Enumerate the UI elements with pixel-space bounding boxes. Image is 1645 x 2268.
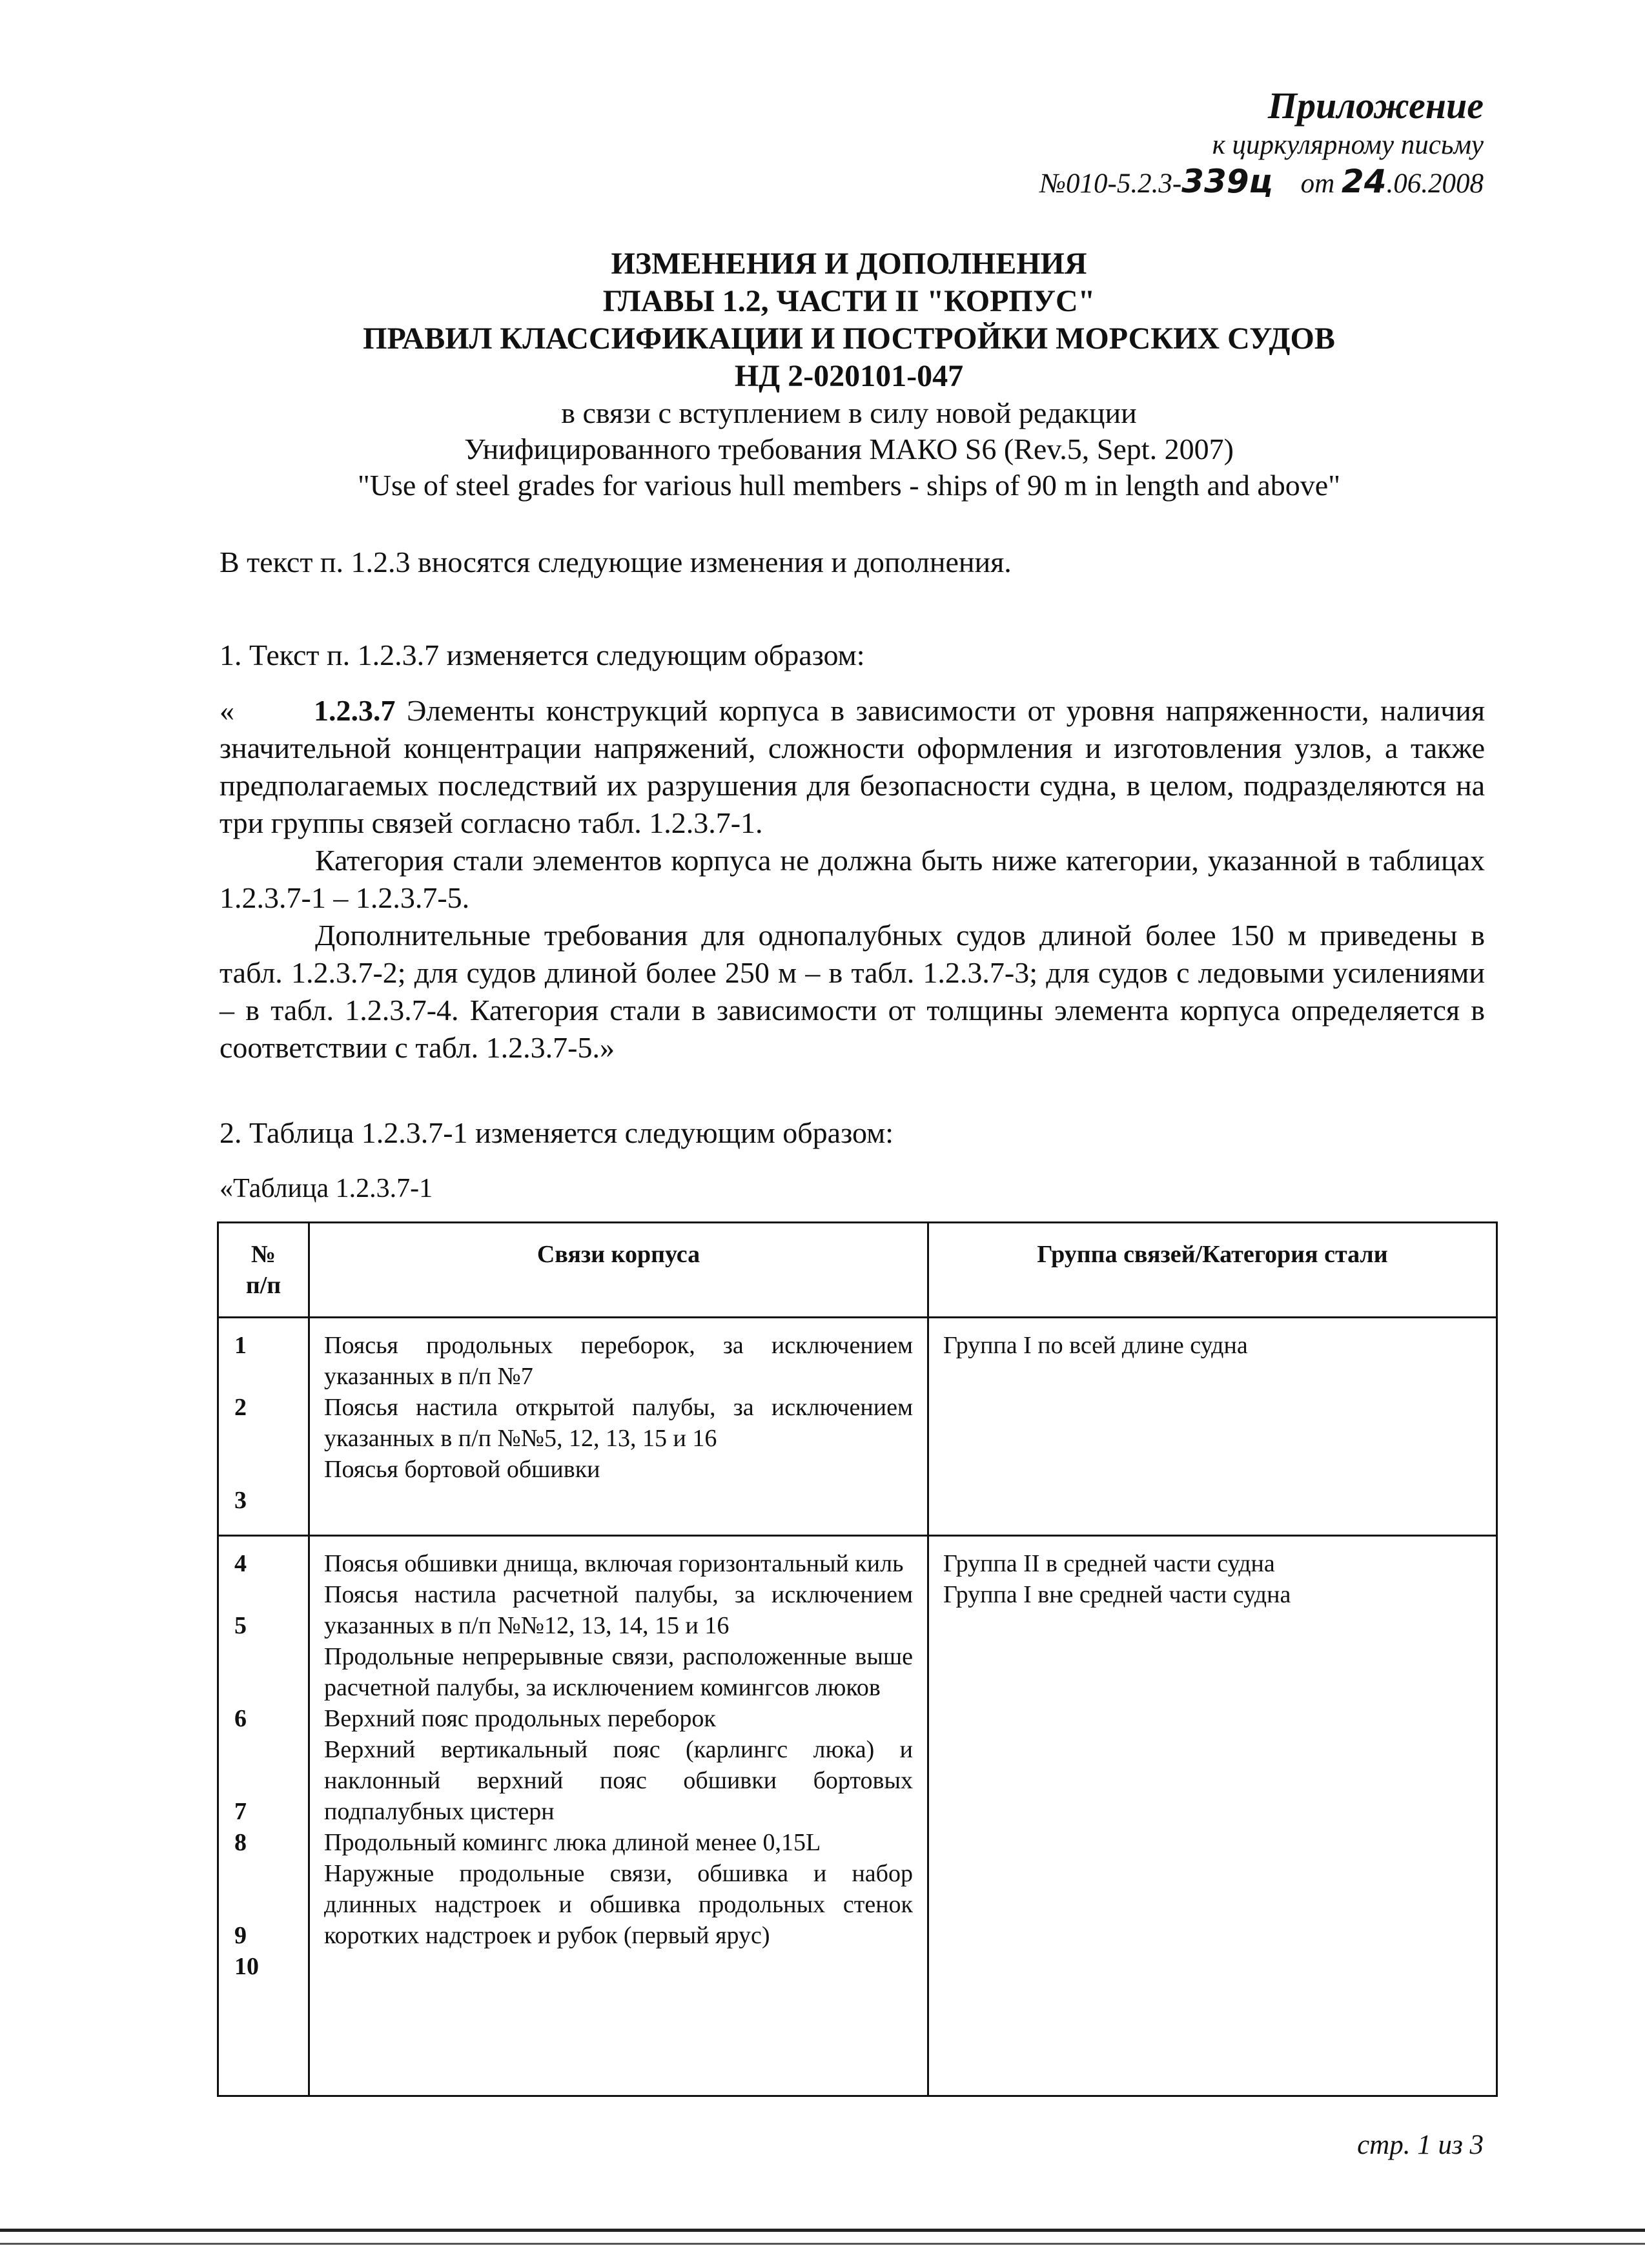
header-number-line-2: п/п (245, 1272, 281, 1299)
handwritten-letter-number: 339ц (1181, 163, 1273, 200)
item-1-heading: 1. Текст п. 1.2.3.7 изменяется следующим образом: (220, 639, 865, 671)
category-line: Группа II в средней части судна (943, 1550, 1275, 1577)
header-number-line-1: № (250, 1241, 276, 1268)
intro-text: В текст п. 1.2.3 вносятся следующие изменения и дополнения. (220, 546, 1012, 578)
steel-grade-table (217, 1221, 1498, 2097)
title-line-2: ГЛАВЫ 1.2, ЧАСТИ II "КОРПУС" (602, 284, 1096, 318)
subtitle-line-3: "Use of steel grades for various hull members - ships of 90 m in length and above" (358, 469, 1340, 502)
row-number: 3 (234, 1487, 247, 1514)
row-number: 6 (234, 1705, 247, 1732)
quote-open: « (220, 694, 234, 727)
element-item: Поясья настила открытой палубы, за исключением указанных в п/п №№5, 12, 13, 15 и 16 (324, 1394, 913, 1452)
scan-edge-line (0, 2229, 1645, 2232)
table-row-group-1 (218, 1318, 1497, 1536)
header-hull-members: Связи корпуса (309, 1223, 928, 1318)
group-2-elements (309, 1536, 928, 2096)
date-suffix: .06.2008 (1386, 169, 1484, 199)
subtitle-line-2: Унифицированного требования МАКО S6 (Rev.5, Sept. 2007) (464, 433, 1234, 465)
row-number: 5 (234, 1612, 247, 1639)
title-line-4: НД 2-020101-047 (734, 359, 964, 393)
element-item: Верхний пояс продольных переборок (324, 1705, 716, 1732)
row-number: 9 (234, 1922, 247, 1949)
letter-number-prefix: №010-5.2.3- (1039, 169, 1182, 199)
row-number: 10 (234, 1953, 259, 1980)
scan-edge-line (0, 2243, 1645, 2245)
element-item: Поясья бортовой обшивки (324, 1456, 600, 1483)
item-1-body (220, 692, 1485, 1067)
letter-reference (1039, 163, 1484, 200)
category-line: Группа I по всей длине судна (943, 1332, 1248, 1359)
row-number: 8 (234, 1829, 247, 1856)
clause-ref: 1.2.3.7 (313, 694, 396, 727)
row-number: 2 (234, 1394, 247, 1421)
handwritten-date-day: 24 (1341, 163, 1387, 200)
title-line-1: ИЗМЕНЕНИЯ И ДОПОЛНЕНИЯ (611, 247, 1087, 281)
subtitle-line-1: в связи с вступлением в силу новой редакции (561, 396, 1137, 429)
element-item: Поясья обшивки днища, включая горизонтальный киль (324, 1550, 904, 1577)
item-1-paragraph-1 (220, 692, 1485, 842)
document-title (213, 245, 1485, 504)
group-2-numbers (218, 1536, 309, 2096)
group-1-numbers (218, 1318, 309, 1536)
item-2-heading: 2. Таблица 1.2.3.7-1 изменяется следующим образом: (220, 1116, 894, 1149)
title-line-3: ПРАВИЛ КЛАССИФИКАЦИИ И ПОСТРОЙКИ МОРСКИХ СУДОВ (363, 322, 1335, 356)
table-header-row (218, 1223, 1497, 1318)
item-1-paragraph-2: Категория стали элементов корпуса не должна быть ниже категории, указанной в таблицах 1.2.3.7-1 – 1.2.3.7-5. (220, 844, 1485, 914)
element-item: Поясья продольных переборок, за исключением указанных в п/п №7 (324, 1332, 913, 1390)
item-1-paragraph-1-text: Элементы конструкций корпуса в зависимости от уровня напряженности, наличия значительной концентрации напряжений, сложности оформления и изготовления узлов, а также предполагаемых последствий их разрушения для безопасности судна, в целом, подразделяются на три группы связей согласно табл. 1.2.3.7-1. (220, 694, 1486, 839)
element-item: Наружные продольные связи, обшивка и набор длинных надстроек и обшивка продольных стенок коротких надстроек и рубок (первый ярус) (324, 1860, 913, 1949)
row-number: 7 (234, 1798, 247, 1825)
row-number: 4 (234, 1550, 247, 1577)
page-number: стр. 1 из 3 (1357, 2130, 1484, 2160)
element-item: Поясья настила расчетной палубы, за исключением указанных в п/п №№12, 13, 14, 15 и 16 (324, 1581, 913, 1639)
appendix-title: Приложение (1267, 85, 1484, 127)
item-1-paragraph-3: Дополнительные требования для однопалубных судов длиной более 150 м приведены в табл. 1.2.3.7-2; для судов длиной более 250 м – в табл. 1.2.3.7-3; для судов с ледовыми усилениями – в табл. 1.2.3.7-4. Категория стали в зависимости от толщины элемента корпуса определяется в соответствии с табл. 1.2.3.7-5.» (220, 919, 1485, 1064)
row-number: 1 (234, 1332, 247, 1359)
header-number (218, 1223, 309, 1318)
category-line: Группа I вне средней части судна (943, 1581, 1291, 1608)
group-1-category (928, 1318, 1497, 1536)
appendix-subtitle: к циркулярному письму (1212, 130, 1484, 160)
date-prefix: от (1300, 169, 1335, 199)
element-item: Продольные непрерывные связи, расположенные выше расчетной палубы, за исключением комингсов люков (324, 1643, 913, 1701)
header-group-category: Группа связей/Категория стали (928, 1223, 1497, 1318)
group-2-category (928, 1536, 1497, 2096)
group-1-elements (309, 1318, 928, 1536)
table-caption: «Таблица 1.2.3.7-1 (220, 1174, 433, 1203)
table-row-group-2 (218, 1536, 1497, 2096)
element-item: Продольный комингс люка длиной менее 0,15L (324, 1829, 821, 1856)
element-item: Верхний вертикальный пояс (карлингс люка) и наклонный верхний пояс обшивки бортовых подпалубных цистерн (324, 1736, 913, 1825)
